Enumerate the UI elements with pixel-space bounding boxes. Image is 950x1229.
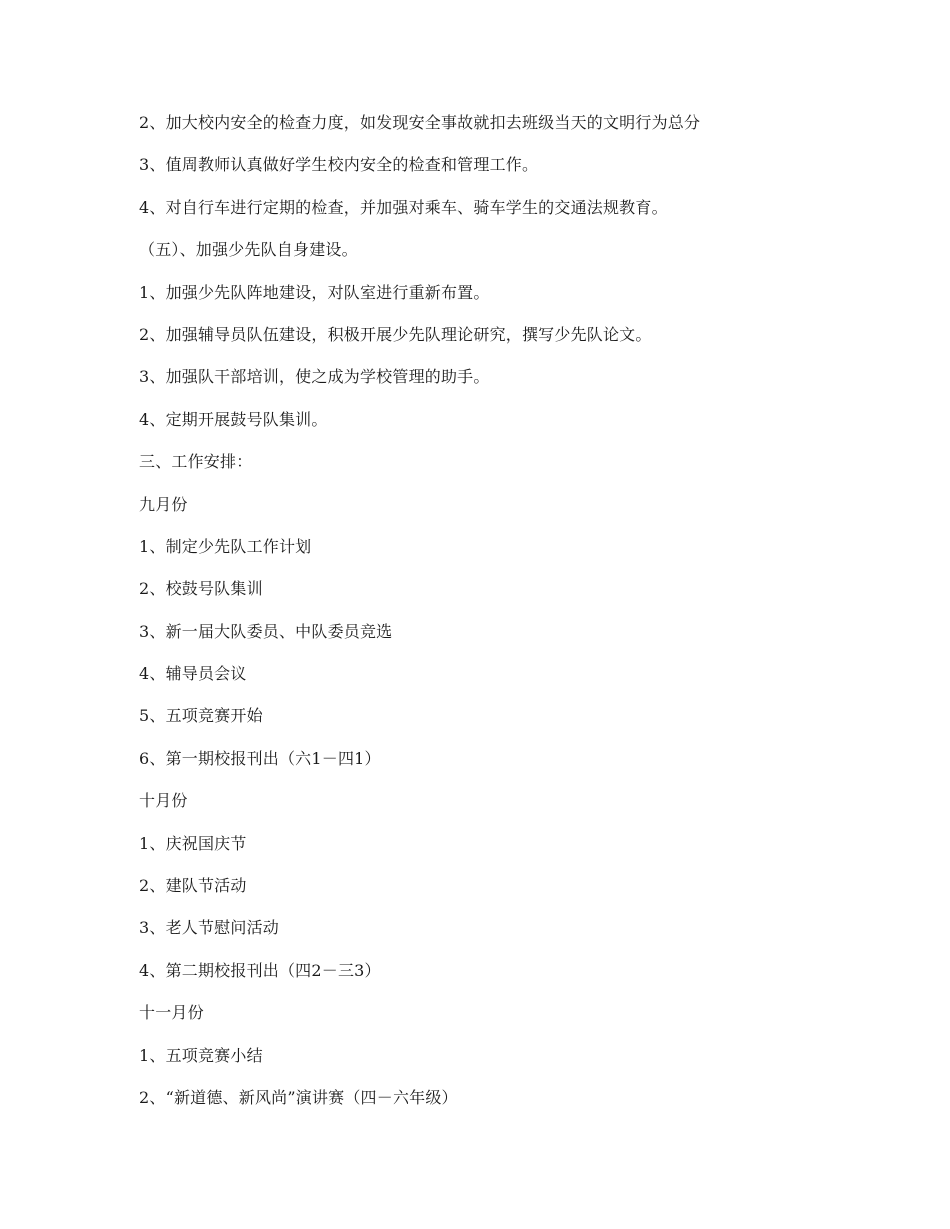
text-line: 5、五项竞赛开始 (139, 706, 263, 726)
text-line: 3、老人节慰问活动 (139, 918, 279, 938)
text-line: 1、制定少先队工作计划 (139, 536, 312, 556)
text-line: 2、“新道德、新风尚”演讲赛（四－六年级） (139, 1087, 458, 1107)
text-line: 4、第二期校报刊出（四2－三3） (139, 960, 381, 980)
text-line: 6、第一期校报刊出（六1－四1） (139, 748, 381, 768)
text-line: 1、加强少先队阵地建设，对队室进行重新布置。 (139, 282, 490, 302)
text-line: 4、辅导员会议 (139, 664, 247, 684)
text-line: 1、庆祝国庆节 (139, 833, 247, 853)
text-line: 3、加强队干部培训，使之成为学校管理的助手。 (139, 367, 490, 387)
section-heading: 三、工作安排： (139, 452, 253, 472)
text-line: 3、新一届大队委员、中队委员竞选 (139, 621, 393, 641)
section-heading: （五）、加强少先队自身建设。 (139, 240, 358, 260)
text-line: 2、加大校内安全的检查力度，如发现安全事故就扣去班级当天的文明行为总分 (139, 113, 701, 132)
month-heading: 十月份 (139, 791, 188, 811)
text-line: 1、五项竞赛小结 (139, 1045, 263, 1065)
text-line: 3、值周教师认真做好学生校内安全的检查和管理工作。 (139, 155, 539, 175)
text-line: 4、对自行车进行定期的检查，并加强对乘车、骑车学生的交通法规教育。 (139, 197, 668, 217)
text-line: 2、校鼓号队集训 (139, 579, 263, 599)
text-line: 4、定期开展鼓号队集训。 (139, 409, 328, 429)
text-line: 2、建队节活动 (139, 876, 247, 896)
document-body (139, 108, 839, 1125)
text-line: 2、加强辅导员队伍建设，积极开展少先队理论研究，撰写少先队论文。 (139, 324, 652, 344)
month-heading: 九月份 (139, 494, 188, 514)
month-heading: 十一月份 (139, 1003, 204, 1023)
